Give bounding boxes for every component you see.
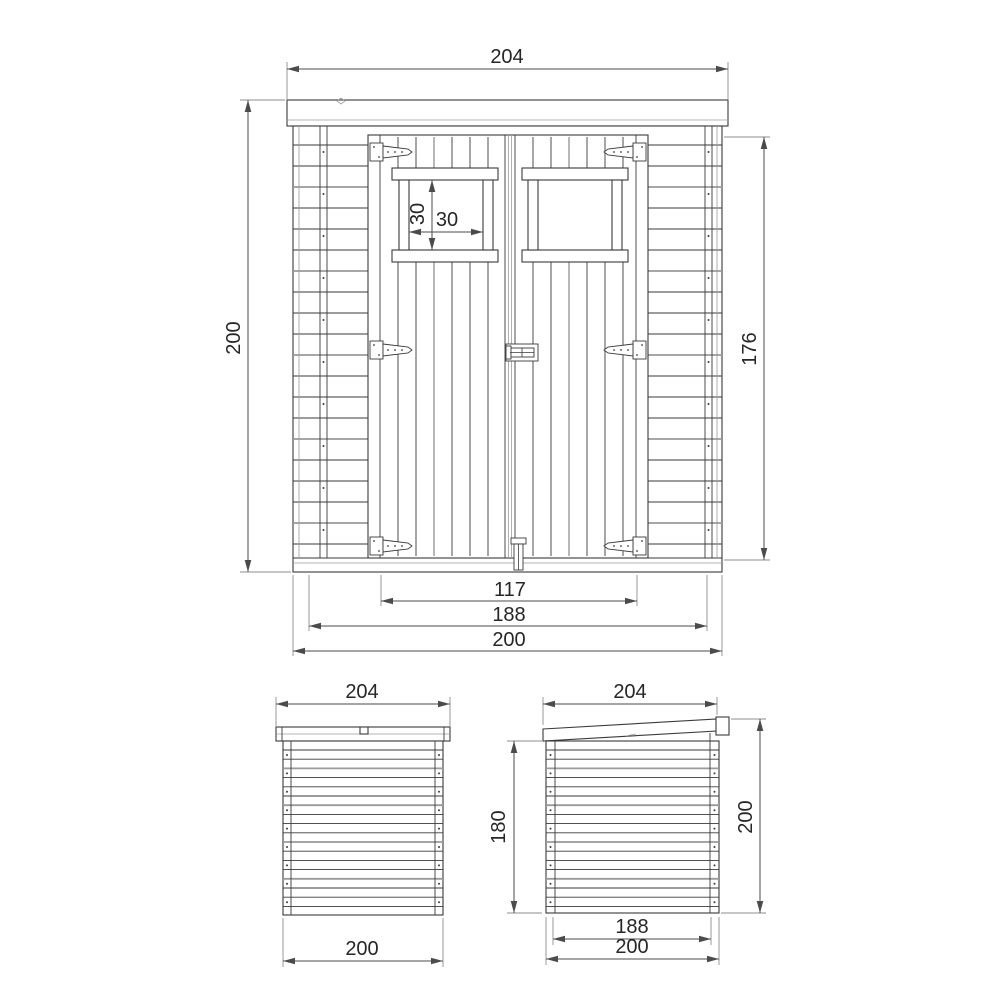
dim-label: 200 <box>492 629 526 651</box>
side-roof <box>543 717 729 741</box>
rear-wall <box>283 741 443 915</box>
dim-front-total-height <box>223 100 291 572</box>
side-view <box>488 681 766 965</box>
dim-label: 30 <box>435 209 459 231</box>
door-latch <box>506 344 538 361</box>
dim-label: 200 <box>223 321 245 355</box>
dim-label: 180 <box>488 810 510 844</box>
dim-label: 188 <box>492 604 526 626</box>
front-roof <box>287 98 728 126</box>
dim-label: 200 <box>615 936 649 958</box>
side-wall <box>546 733 719 913</box>
dim-label: 204 <box>345 681 379 703</box>
dim-label: 30 <box>407 202 429 226</box>
dim-door-opening-width <box>381 575 637 606</box>
dim-label: 117 <box>494 579 526 601</box>
dim-rear-base-width <box>283 918 443 967</box>
dim-side-front-height <box>721 719 766 913</box>
dim-label: 200 <box>735 800 757 834</box>
dim-front-wall-height <box>724 137 770 560</box>
rear-view <box>276 681 450 967</box>
dim-label: 204 <box>613 681 647 703</box>
front-view <box>223 46 770 656</box>
dim-front-roof-width <box>287 46 728 100</box>
dim-side-roof-depth <box>543 681 717 725</box>
dim-rear-roof-width <box>276 681 450 727</box>
dim-label: 200 <box>345 938 379 960</box>
dim-side-rear-wall-height <box>488 741 542 913</box>
dim-label: 176 <box>739 332 761 366</box>
dim-label: 188 <box>615 916 649 938</box>
dim-label: 204 <box>490 46 524 68</box>
